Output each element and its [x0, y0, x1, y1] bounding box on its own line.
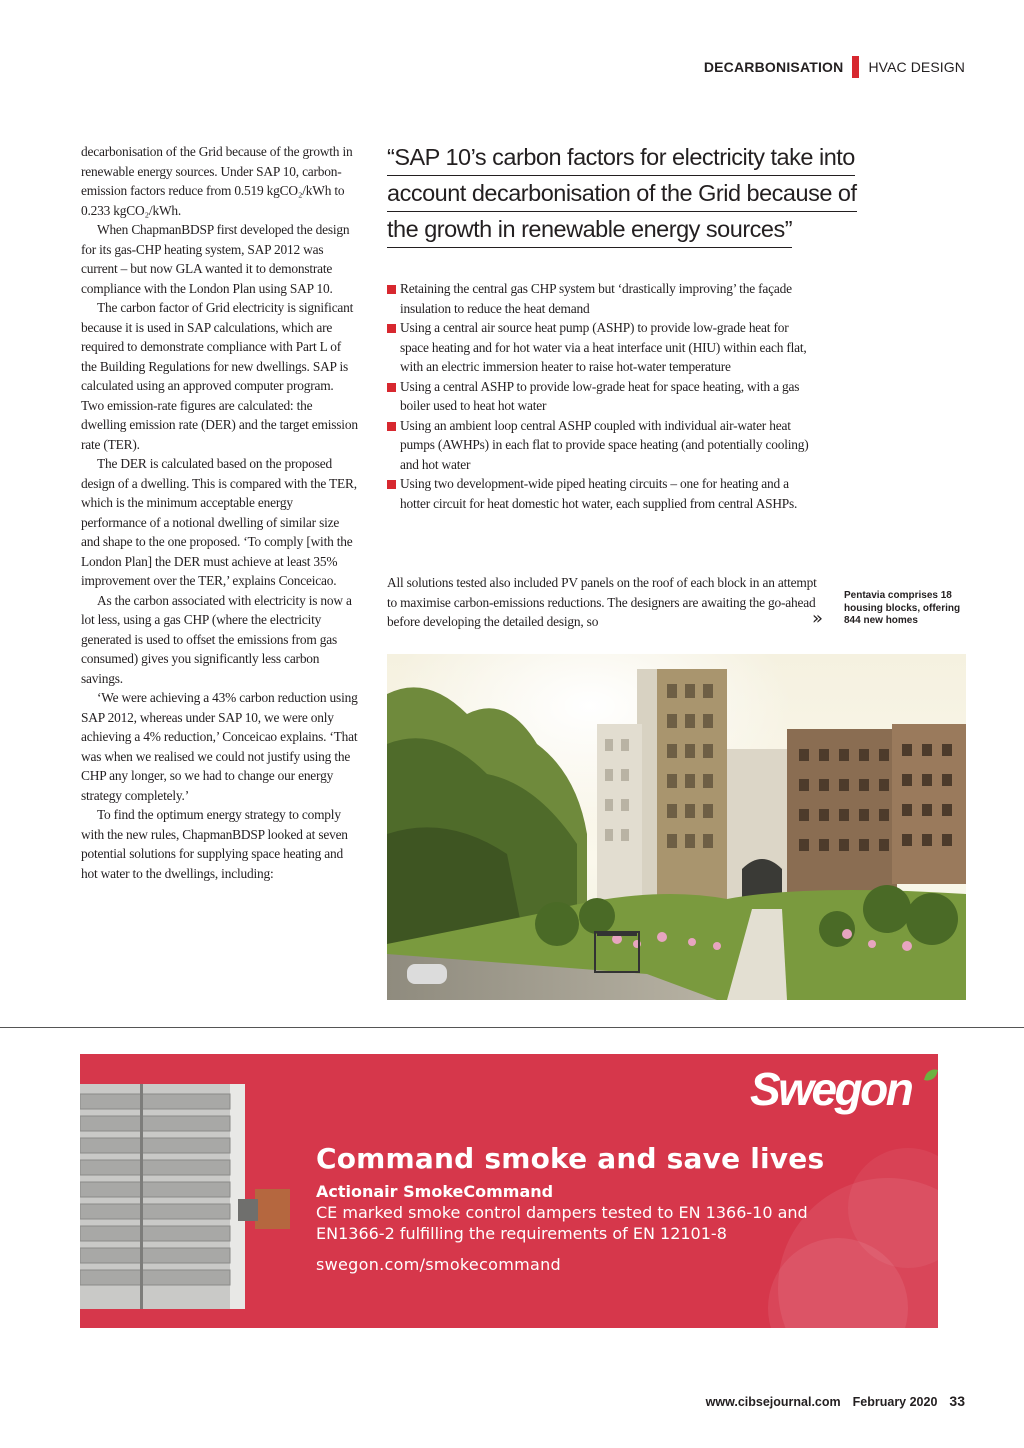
advert-headline: Command smoke and save lives — [316, 1142, 825, 1175]
pull-quote-line: account decarbonisation of the Grid because of — [387, 176, 857, 212]
running-header — [704, 56, 965, 78]
bullet-square-icon — [387, 422, 396, 431]
pull-quote-line: “SAP 10’s carbon factors for electricity take into — [387, 140, 855, 176]
body-paragraph: As the carbon associated with electricity is now a lot less, using a gas CHP (where the electricity generated is used to offset the emissions from gas consumed) gives you significantly less carbon savings. — [81, 592, 352, 686]
left-body-column — [81, 142, 359, 883]
list-item: Using an ambient loop central ASHP coupled with individual air-water heat pumps (AWHPs) in each flat to provide space heating (and potentially cooling) and hot water — [387, 416, 817, 475]
pull-quote-line: the growth in renewable energy sources” — [387, 212, 792, 248]
body-paragraph: The carbon factor of Grid electricity is significant because it is used in SAP calculations, which are required to demonstrate compliance with Part L of the Building Regulations for new dwellings. SAP is calculated using an approved computer program. Two emission-rate figures are calculated: the dwelling emission rate (DER) and the target emission rate (TER). — [81, 300, 358, 452]
solutions-list — [387, 279, 817, 513]
housing-development-photo — [387, 654, 966, 1000]
bullet-square-icon — [387, 324, 396, 333]
list-item: Using a central air source heat pump (ASHP) to provide low-grade heat for space heating and for hot water via a heat interface unit (HIU) within each flat, with an electric immersion heater to raise hot-water temperature — [387, 318, 817, 377]
body-paragraph: To find the optimum energy strategy to comply with the new rules, ChapmanBDSP looked at seven potential solutions for supplying space heating and hot water to the dwellings, including: — [81, 807, 348, 881]
footer-date: February 2020 — [852, 1395, 938, 1409]
list-item: Retaining the central gas CHP system but ‘drastically improving’ the façade insulation to reduce the heat demand — [387, 279, 817, 318]
closing-paragraph: All solutions tested also included PV panels on the roof of each block in an attempt to maximise carbon-emissions reductions. The designers are awaiting the go-ahead before developing the detailed design, so — [387, 575, 817, 629]
page-divider — [0, 1027, 1024, 1028]
bullet-square-icon — [387, 383, 396, 392]
swegon-logo: Swegon — [750, 1063, 912, 1115]
list-item: Using a central ASHP to provide low-grade heat for space heating, with a gas boiler used to heat hot water — [387, 377, 817, 416]
smoke-damper-image — [80, 1084, 295, 1309]
body-paragraph: When ChapmanBDSP first developed the design for its gas-CHP heating system, SAP 2012 was current – but now GLA wanted it to demonstrate compliance with the London Plan using SAP 10. — [81, 222, 350, 296]
header-category: HVAC DESIGN — [868, 59, 965, 75]
header-divider-bar — [852, 56, 859, 78]
footer-website[interactable]: www.cibsejournal.com — [705, 1395, 841, 1409]
advert-url-link[interactable]: swegon.com/smokecommand — [316, 1255, 562, 1274]
logo-leaf-icon — [924, 1067, 938, 1084]
body-paragraph: The DER is calculated based on the proposed design of a dwelling. This is compared with the TER, which is the minimum acceptable energy performance of a notional dwelling of similar size and shape to the one proposed. ‘To comply [with the London Plan] the DER must achieve at least 35% improvement over the TER,’ explains Conceicao. — [81, 456, 357, 588]
pull-quote — [387, 140, 914, 248]
photo-caption: Pentavia comprises 18 housing blocks, offering 844 new homes — [844, 590, 961, 626]
bullet-square-icon — [387, 480, 396, 489]
body-paragraph: ‘We were achieving a 43% carbon reduction using SAP 2012, whereas under SAP 10, we were only achieving a 4% reduction,’ Conceicao explains. ‘That was when we realised we could not justify using the CHP any longer, so we had to change our energy strategy completely.’ — [81, 690, 358, 803]
swegon-advert[interactable] — [80, 1054, 938, 1328]
list-item: Using two development-wide piped heating circuits – one for heating and a hotter circuit for heat domestic hot water, each supplied from central ASHPs. — [387, 474, 817, 513]
page-number: 33 — [949, 1393, 965, 1409]
caption-arrow-icon: » — [812, 608, 824, 629]
header-section: DECARBONISATION — [703, 59, 844, 75]
body-paragraph: decarbonisation of the Grid because of the growth in renewable energy sources. Under SAP 10, carbon-emission factors reduce from 0.519 kgCO₂/kWh to 0.233 kgCO₂/kWh. — [81, 144, 353, 218]
advert-product-name: Actionair SmokeCommand — [316, 1182, 554, 1201]
page-footer — [706, 1393, 965, 1409]
advert-description: CE marked smoke control dampers tested to EN 1366-10 and EN1366-2 fulfilling the requirements of EN 12101-8 — [316, 1203, 808, 1243]
bullet-square-icon — [387, 285, 396, 294]
